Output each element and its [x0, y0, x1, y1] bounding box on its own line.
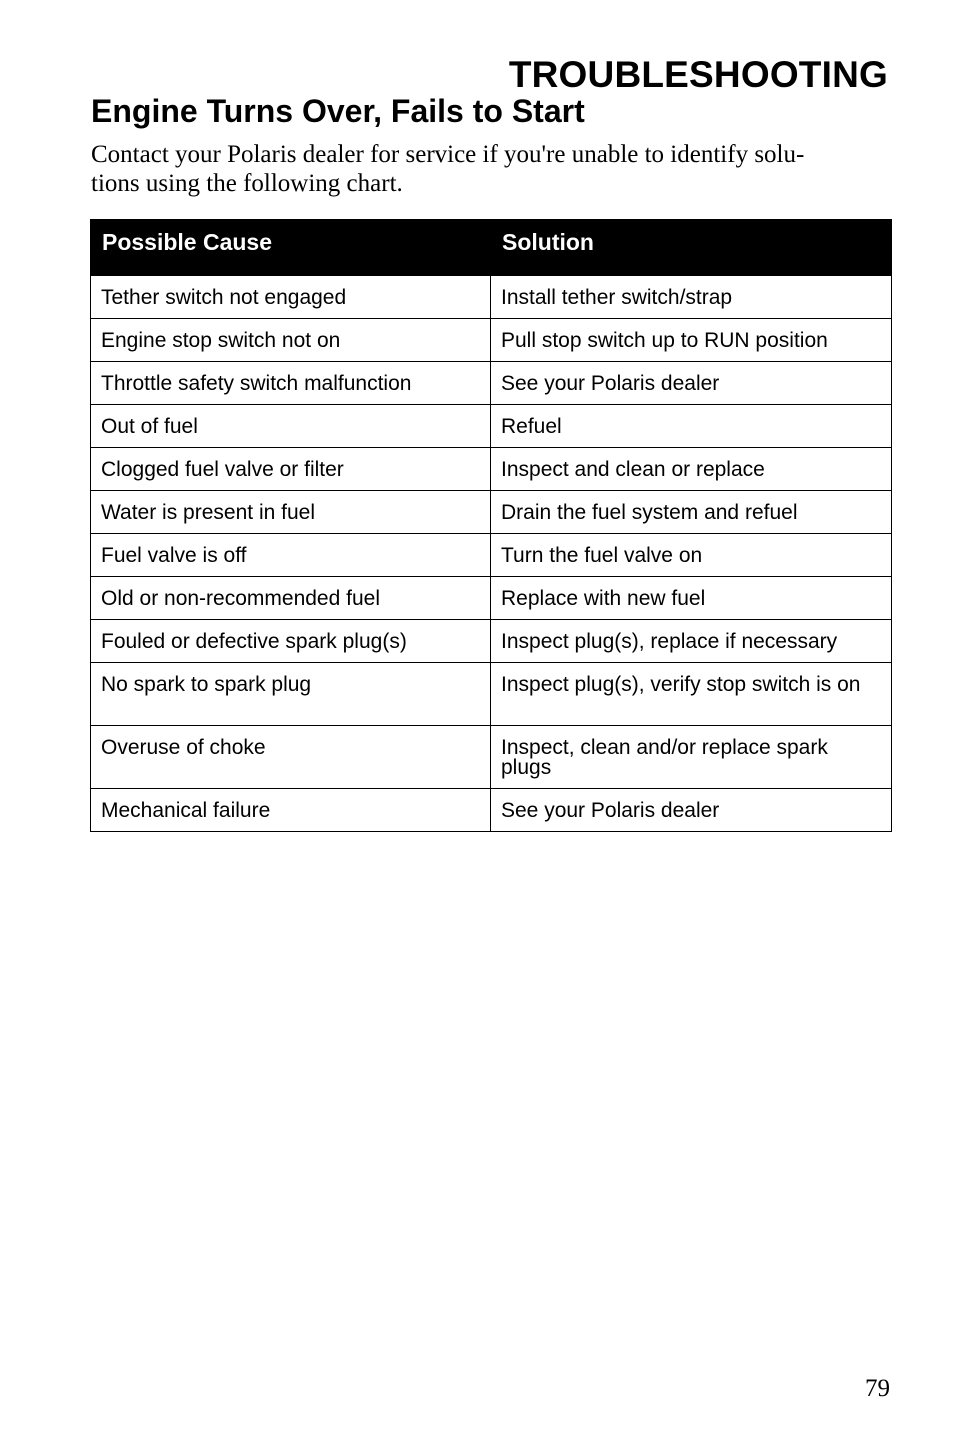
cause-cell: Overuse of choke [91, 726, 491, 789]
cause-cell: Fuel valve is off [91, 534, 491, 577]
solution-cell: Drain the fuel system and refuel [491, 491, 892, 534]
cause-cell: Engine stop switch not on [91, 319, 491, 362]
cause-cell: Mechanical failure [91, 789, 491, 832]
table-row [91, 405, 892, 448]
solution-cell: See your Polaris dealer [491, 362, 892, 405]
table-row [91, 276, 892, 319]
solution-cell: Pull stop switch up to RUN position [491, 319, 892, 362]
table-row [91, 319, 892, 362]
column-header-solution: Solution [491, 220, 892, 276]
cause-cell: Out of fuel [91, 405, 491, 448]
solution-cell: Inspect plug(s), verify stop switch is on [491, 663, 892, 726]
solution-cell: Refuel [491, 405, 892, 448]
page-number: 79 [865, 1375, 890, 1402]
table-row [91, 362, 892, 405]
cause-cell: No spark to spark plug [91, 663, 491, 726]
troubleshooting-table [90, 219, 892, 832]
table-row [91, 491, 892, 534]
page-heading: Engine Turns Over, Fails to Start [91, 93, 585, 129]
cause-cell: Old or non-recommended fuel [91, 577, 491, 620]
table-row [91, 448, 892, 491]
cause-cell: Fouled or defective spark plug(s) [91, 620, 491, 663]
intro-paragraph [91, 140, 891, 198]
cause-cell: Throttle safety switch malfunction [91, 362, 491, 405]
solution-cell: Turn the fuel valve on [491, 534, 892, 577]
intro-line: tions using the following chart. [91, 170, 403, 197]
solution-cell: Inspect plug(s), replace if necessary [491, 620, 892, 663]
solution-cell: Inspect and clean or replace [491, 448, 892, 491]
table-row [91, 620, 892, 663]
section-title: TROUBLESHOOTING [508, 54, 888, 95]
cause-cell: Water is present in fuel [91, 491, 491, 534]
table-row [91, 577, 892, 620]
table-row [91, 534, 892, 577]
intro-line: Contact your Polaris dealer for service if you're unable to identify solu- [91, 141, 805, 168]
table-row [91, 663, 892, 726]
solution-cell: Replace with new fuel [491, 577, 892, 620]
table-row [91, 789, 892, 832]
table-row [91, 726, 892, 789]
solution-cell: See your Polaris dealer [491, 789, 892, 832]
column-header-cause: Possible Cause [91, 220, 491, 276]
table-header-row [91, 220, 892, 276]
solution-cell: Inspect, clean and/or replace spark plugs [491, 726, 892, 789]
solution-cell: Install tether switch/strap [491, 276, 892, 319]
cause-cell: Tether switch not engaged [91, 276, 491, 319]
cause-cell: Clogged fuel valve or filter [91, 448, 491, 491]
